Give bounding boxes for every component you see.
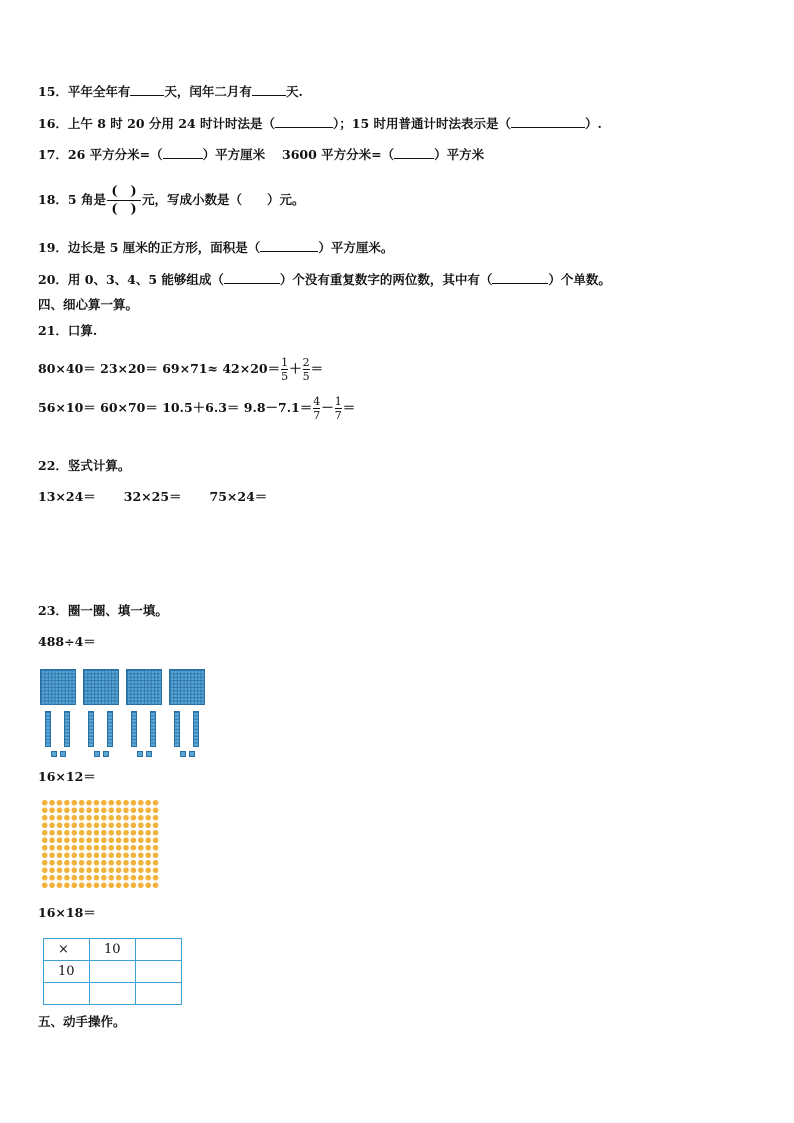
fraction: $\frac{1}{7}$ [334,395,342,422]
oral-calc-row-2: 56×10＝ 60×70＝ 10.5＋6.3＝ 9.8－7.1＝ $\frac{4}{7}$ － $\frac{1}{7}$ ＝ [38,395,356,422]
unit-cube [103,751,109,757]
vertical-calc-2: 32×25＝ [123,489,182,504]
unit-cube [137,751,143,757]
ten-rod [88,711,94,747]
ten-rod [150,711,156,747]
problem-16x18: 16×18＝ [38,905,96,920]
hundred-block [126,669,162,705]
answer-blank[interactable] [260,239,318,252]
answer-blank[interactable] [394,146,434,159]
vertical-calc-3: 75×24＝ [209,489,268,504]
ten-rod [45,711,51,747]
question-15: 15．平年全年有 天，闰年二月有 天. [38,84,303,99]
problem-488-div-4: 488÷4＝ [38,634,96,649]
question-18: 18．5 角是 ( ) ( ) 元，写成小数是（ ）元。 [38,184,305,217]
question-22: 22．竖式计算。 [38,458,131,473]
table-corner: × [44,939,90,961]
table-row-header: 10 [44,961,90,983]
question-21: 21．口算. [38,323,98,338]
ten-rod [131,711,137,747]
unit-cube [146,751,152,757]
section-5-heading: 五、动手操作。 [38,1014,126,1029]
vertical-calc-1: 13×24＝ [38,489,96,504]
ten-rod [107,711,113,747]
answer-blank[interactable] [130,83,164,96]
table-row-header [44,983,90,1005]
section-4-heading: 四、细心算一算。 [38,297,139,312]
fraction-blank[interactable]: ( ) ( ) [107,184,141,217]
answer-blank[interactable] [163,146,203,159]
fraction: $\frac{1}{5}$ [281,356,289,383]
answer-blank[interactable] [492,271,548,284]
hundred-block [83,669,119,705]
answer-blank[interactable] [275,115,333,128]
table-cell[interactable] [136,961,182,983]
question-16: 16．上午 8 时 20 分用 24 时计时法是（ ）；15 时用普通计时法表示是（ ）. [38,116,602,131]
ten-rod [64,711,70,747]
table-header-cell: 10 [90,939,136,961]
answer-blank[interactable] [511,115,585,128]
unit-cube [51,751,57,757]
ten-rod [174,711,180,747]
answer-blank[interactable] [252,83,286,96]
fraction: $\frac{4}{7}$ [313,395,321,422]
question-23: 23．圈一圈、填一填。 [38,603,168,618]
problem-16x12: 16×12＝ [38,769,96,784]
question-17: 17．26 平方分米=（ ）平方厘米 3600 平方分米=（ ）平方米 [38,147,485,162]
question-20: 20．用 0、3、4、5 能够组成（ ）个没有重复数字的两位数，其中有（ ）个单数。 [38,272,611,287]
vertical-calc-row [38,489,267,505]
dot-array [41,799,160,889]
table-cell[interactable] [90,961,136,983]
multiplication-table [43,938,182,1005]
fraction: $\frac{2}{5}$ [302,356,310,383]
unit-cube [60,751,66,757]
table-cell[interactable] [136,939,182,961]
answer-blank[interactable] [224,271,280,284]
table-cell[interactable] [90,983,136,1005]
unit-cube [180,751,186,757]
table-cell[interactable] [136,983,182,1005]
question-19: 19．边长是 5 厘米的正方形，面积是（ ）平方厘米。 [38,240,394,255]
ten-rod [193,711,199,747]
question-number: 15． [38,84,68,99]
unit-cube [94,751,100,757]
hundred-block [40,669,76,705]
hundred-block [169,669,205,705]
oral-calc-row-1: 80×40＝ 23×20＝ 69×71≈ 42×20＝ $\frac{1}{5}$ ＋ $\frac{2}{5}$ ＝ [38,356,324,383]
unit-cube [189,751,195,757]
